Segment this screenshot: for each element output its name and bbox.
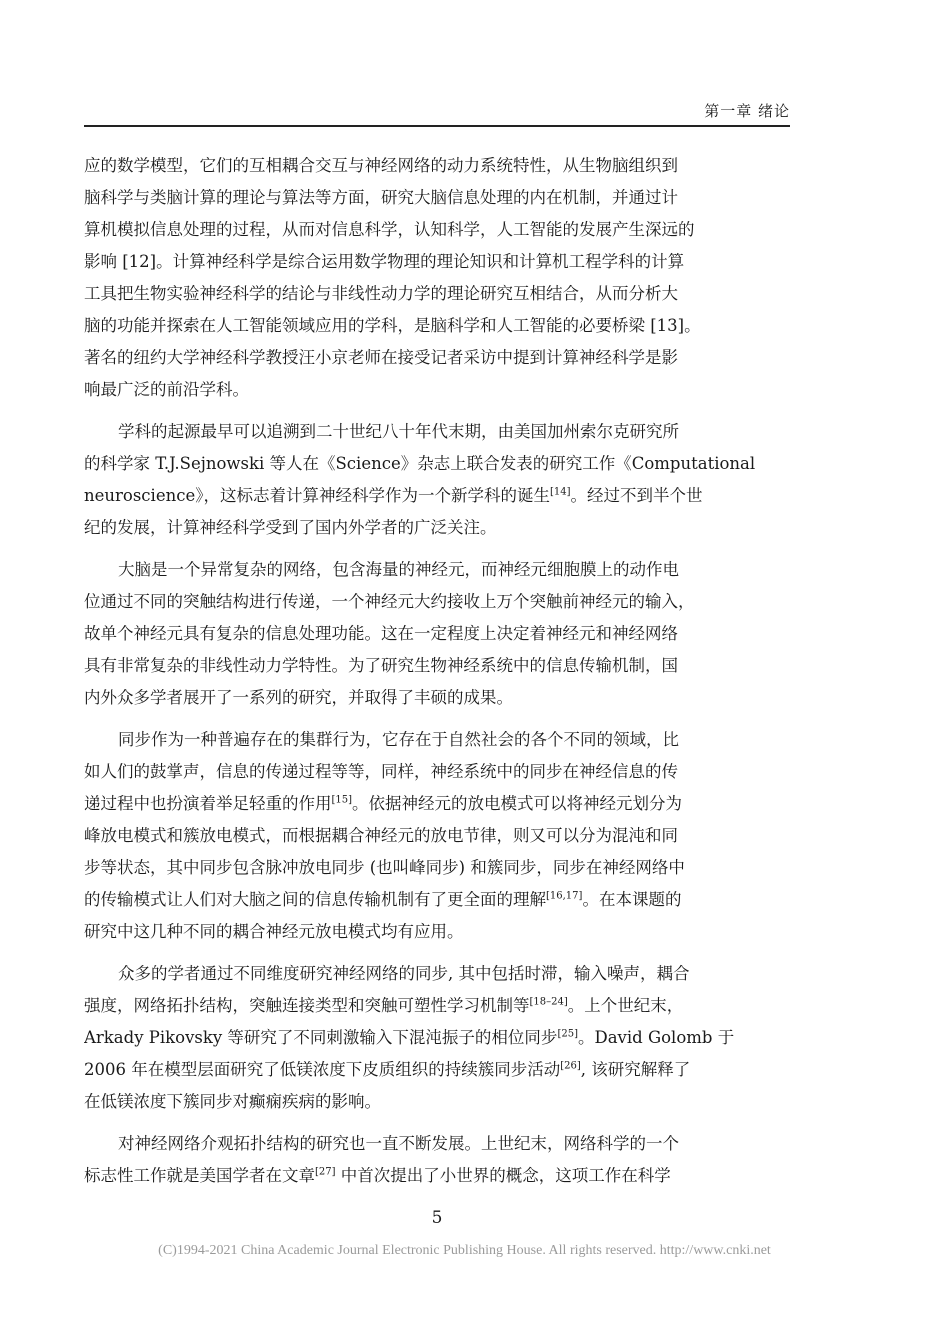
text-line: 强度，网络拓扑结构，突触连接类型和突触可塑性学习机制等[18–24]。上个世纪末， [84,996,684,1015]
text-line: 算机模拟信息处理的过程，从而对信息科学，认知科学，人工智能的发展产生深远的 [84,220,695,239]
citation-ref: [15] [331,794,353,806]
header-rule [84,125,790,127]
text-line: 对神经网络介观拓扑结构的研究也一直不断发展。上世纪末，网络科学的一个 [118,1134,679,1153]
text-line: 步等状态，其中同步包含脉冲放电同步 (也叫峰同步) 和簇同步，同步在神经网络中 [84,858,685,877]
text-line: 具有非常复杂的非线性动力学特性。为了研究生物神经系统中的信息传输机制，国 [84,656,678,675]
text-line: 同步作为一种普遍存在的集群行为，它存在于自然社会的各个不同的领域，比 [118,730,679,749]
citation-ref: [26] [560,1060,581,1072]
text-line: 响最广泛的前沿学科。 [84,380,249,399]
text-line: 如人们的鼓掌声，信息的传递过程等等，同样，神经系统中的同步在神经信息的传 [84,762,678,781]
text-line: 大脑是一个异常复杂的网络，包含海量的神经元，而神经元细胞膜上的动作电 [118,560,679,579]
text-line: 众多的学者通过不同维度研究神经网络的同步, 其中包括时滞，输入噪声，耦合 [118,964,690,983]
text-line: 纪的发展，计算神经科学受到了国内外学者的广泛关注。 [84,518,497,537]
text-line: 位通过不同的突触结构进行传递，一个神经元大约接收上万个突触前神经元的输入， [84,592,695,611]
text-line: 工具把生物实验神经科学的结论与非线性动力学的理论研究互相结合，从而分析大 [84,284,678,303]
text-line: 应的数学模型，它们的互相耦合交互与神经网络的动力系统特性，从生物脑组织到 [84,156,678,175]
page-number: 5 [431,1208,443,1228]
text-line: 影响 [12]。计算神经科学是综合运用数学物理的理论知识和计算机工程学科的计算 [84,252,685,271]
text-line: 研究中这几种不同的耦合神经元放电模式均有应用。 [84,922,464,941]
citation-ref: [14] [549,486,571,498]
text-line: 递过程中也扮演着举足轻重的作用[15]。依据神经元的放电模式可以将神经元划分为 [84,794,683,813]
text-line: 著名的纽约大学神经科学教授汪小京老师在接受记者采访中提到计算神经科学是影 [84,348,678,367]
body-text [84,150,790,1192]
text-line: Arkady Pikovsky 等研究了不同刺激输入下混沌振子的相位同步[25]。David Golomb 于 [84,1028,735,1047]
text-line: 在低镁浓度下簇同步对癫痫疾病的影响。 [84,1092,381,1111]
text-line: 脑科学与类脑计算的理论与算法等方面，研究大脑信息处理的内在机制，并通过计 [84,188,678,207]
text-line: 故单个神经元具有复杂的信息处理功能。这在一定程度上决定着神经元和神经网络 [84,624,678,643]
text-line: 标志性工作就是美国学者在文章[27] 中首次提出了小世界的概念，这项工作在科学 [84,1166,671,1185]
text-line: 2006 年在模型层面研究了低镁浓度下皮质组织的持续簇同步活动[26], 该研究解释了 [84,1060,691,1079]
citation-ref: [18–24] [529,996,568,1008]
text-line: neuroscience》，这标志着计算神经科学作为一个新学科的诞生[14]。经过不到半个世 [84,486,703,505]
citation-ref: [16,17] [546,890,583,902]
chapter-header: 第一章 绪论 [704,102,790,120]
citation-ref: [27] [315,1166,336,1178]
text-line: 的传输模式让人们对大脑之间的信息传输机制有了更全面的理解[16,17]。在本课题的 [84,890,682,909]
text-line: 学科的起源最早可以追溯到二十世纪八十年代末期，由美国加州索尔克研究所 [118,422,679,441]
text-line: 峰放电模式和簇放电模式，而根据耦合神经元的放电节律，则又可以分为混沌和同 [84,826,678,845]
citation-ref: [25] [557,1028,578,1040]
text-line: 脑的功能并探索在人工智能领域应用的学科，是脑科学和人工智能的必要桥梁 [13]。 [84,316,701,335]
text-line: 内外众多学者展开了一系列的研究，并取得了丰硕的成果。 [84,688,513,707]
copyright-notice: (C)1994-2021 China Academic Journal Electronic Publishing House. All rights reserved. http://www.cnki.net [158,1243,771,1258]
text-line: 的科学家 T.J.Sejnowski 等人在《Science》杂志上联合发表的研究工作《Computational [84,454,756,473]
